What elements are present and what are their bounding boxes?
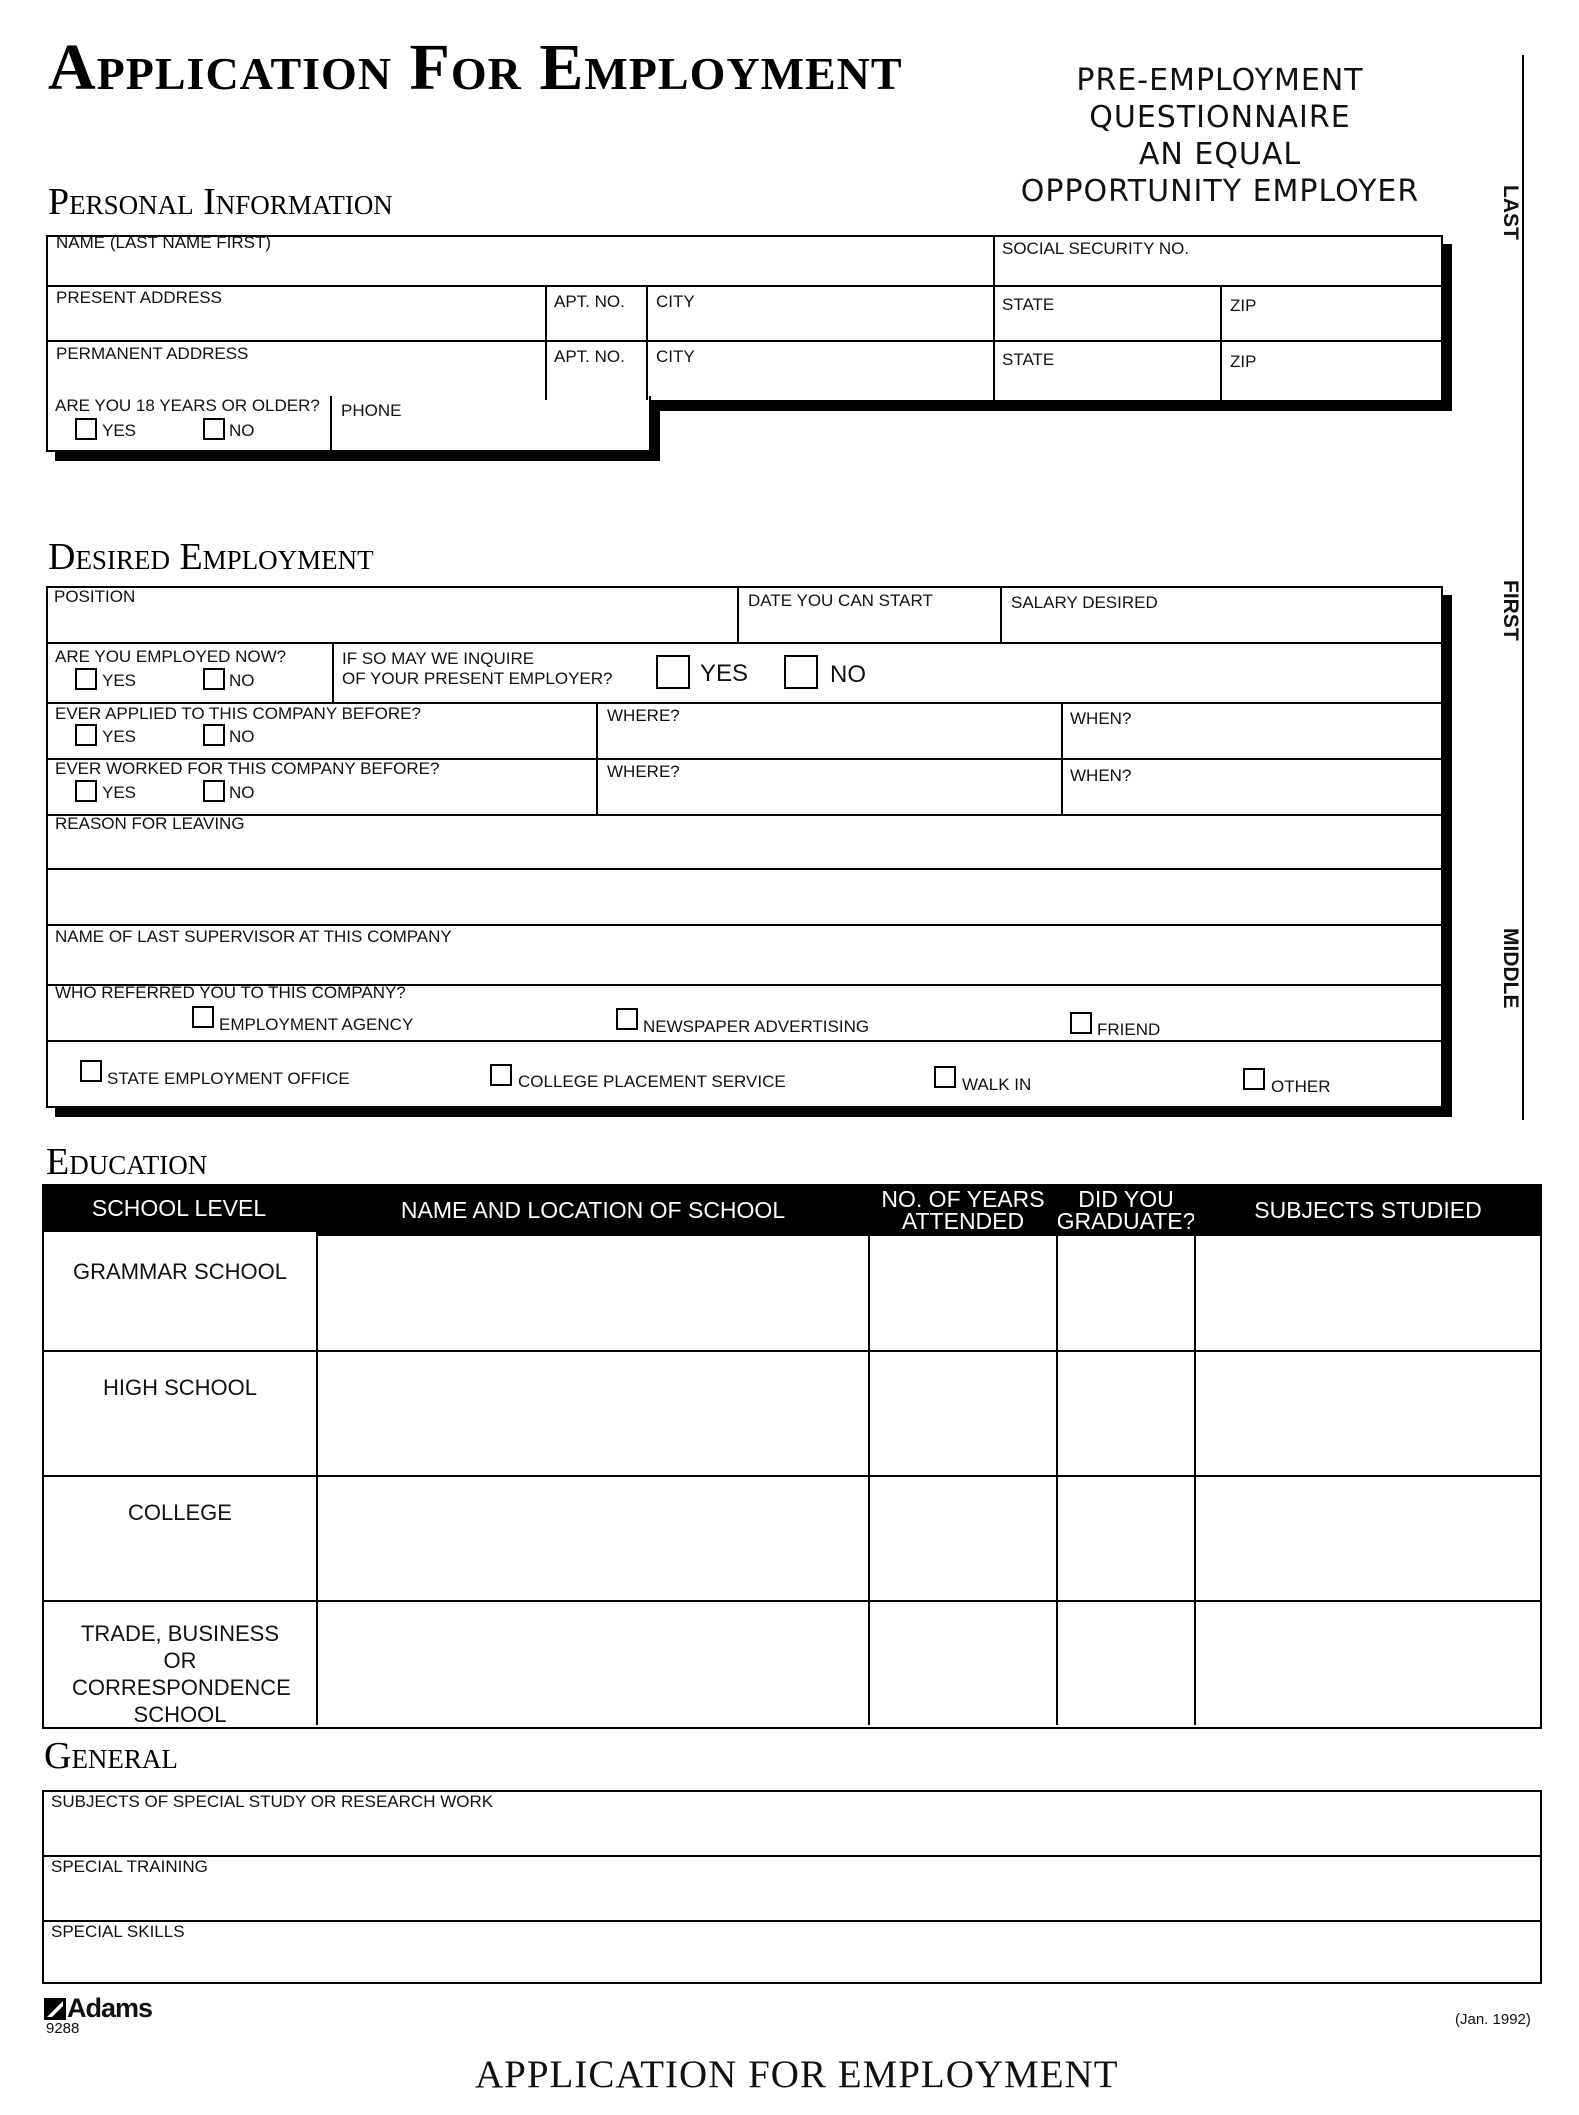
special-study-field[interactable]: SUBJECTS OF SPECIAL STUDY OR RESEARCH WORK: [51, 1792, 494, 1811]
referred-label: WHO REFERRED YOU TO THIS COMPANY?: [55, 983, 406, 1002]
employed-now-label: ARE YOU EMPLOYED NOW?: [55, 647, 287, 666]
worked-when-field[interactable]: WHEN?: [1070, 766, 1132, 785]
col-subjects: SUBJECTS STUDIED: [1196, 1184, 1540, 1236]
applied-no-checkbox[interactable]: [203, 724, 225, 746]
applied-before-label: EVER APPLIED TO THIS COMPANY BEFORE?: [55, 704, 421, 723]
inquire-label-2: OF YOUR PRESENT EMPLOYER?: [342, 669, 613, 688]
col-school-level: SCHOOL LEVEL: [42, 1184, 316, 1232]
present-apt-field[interactable]: APT. NO.: [554, 292, 625, 311]
age-question-label: ARE YOU 18 YEARS OR OLDER?: [55, 396, 320, 415]
inquire-no-label: NO: [830, 661, 866, 688]
form-number: 9288: [46, 2020, 80, 2037]
ref-other-checkbox[interactable]: [1243, 1068, 1265, 1090]
desired-row-line: [46, 868, 1441, 870]
form-date: (Jan. 1992): [1455, 2011, 1531, 2028]
edu-row-line: [42, 1350, 1540, 1352]
applied-when-field[interactable]: WHEN?: [1070, 709, 1132, 728]
last-supervisor-field[interactable]: NAME OF LAST SUPERVISOR AT THIS COMPANY: [55, 927, 452, 946]
edu-col-line: [1194, 1184, 1196, 1725]
worked-before-label: EVER WORKED FOR THIS COMPANY BEFORE?: [55, 759, 440, 778]
edu-col-line: [868, 1184, 870, 1725]
employed-yes-checkbox[interactable]: [75, 668, 97, 690]
inquire-yes-checkbox[interactable]: [656, 655, 690, 689]
personal-col-line: [545, 285, 547, 400]
pre-line-1: PRE-EMPLOYMENT: [1076, 63, 1364, 98]
side-label-middle: MIDDLE: [1499, 928, 1522, 1009]
salary-field[interactable]: SALARY DESIRED: [1011, 593, 1158, 612]
personal-col-line: [646, 285, 648, 400]
pre-line-2: QUESTIONNAIRE: [1089, 100, 1351, 135]
col-years-attended: NO. OF YEARS ATTENDED: [870, 1184, 1056, 1236]
adams-brand: Adams: [67, 1993, 153, 2023]
personal-col-line: [330, 396, 332, 452]
right-margin-rule: [1522, 55, 1524, 1120]
edu-row-grammar: GRAMMAR SCHOOL: [73, 1259, 287, 1284]
date-start-field[interactable]: DATE YOU CAN START: [748, 591, 933, 610]
edu-row-high-school: HIGH SCHOOL: [102, 1375, 258, 1400]
worked-yes-checkbox[interactable]: [75, 780, 97, 802]
reason-leaving-field[interactable]: REASON FOR LEAVING: [55, 814, 245, 833]
present-address-field[interactable]: PRESENT ADDRESS: [56, 288, 222, 307]
desired-row-line: [46, 1040, 1441, 1042]
desired-col-line: [596, 702, 598, 814]
ref-state-checkbox[interactable]: [80, 1060, 102, 1082]
age-no-checkbox[interactable]: [203, 418, 225, 440]
pre-line-3: AN EQUAL: [1138, 137, 1302, 172]
inquire-yes-label: YES: [700, 660, 749, 687]
applied-no-label: NO: [229, 727, 255, 746]
pre-line-4: OPPORTUNITY EMPLOYER: [1020, 174, 1420, 209]
desired-heading: Desired Employment: [48, 536, 374, 578]
age-no-label: NO: [229, 421, 255, 440]
personal-row-line: [46, 340, 1441, 342]
present-city-field[interactable]: CITY: [656, 292, 695, 311]
ref-walkin-checkbox[interactable]: [934, 1066, 956, 1088]
col-did-graduate: DID YOU GRADUATE?: [1056, 1186, 1196, 1234]
desired-col-line: [1000, 586, 1002, 642]
personal-upper-box: [46, 235, 1443, 402]
ref-friend-label: FRIEND: [1097, 1020, 1161, 1039]
desired-col-line: [332, 642, 334, 702]
edu-row-trade: TRADE, BUSINESS OR CORRESPONDENCE SCHOOL: [72, 1621, 291, 1727]
personal-row-line: [46, 285, 1441, 287]
side-label-first: FIRST: [1499, 580, 1522, 641]
position-field[interactable]: POSITION: [54, 587, 136, 606]
general-heading: General: [44, 1735, 178, 1777]
permanent-state-field[interactable]: STATE: [1002, 350, 1055, 369]
present-state-field[interactable]: STATE: [1002, 295, 1055, 314]
age-yes-checkbox[interactable]: [75, 418, 97, 440]
side-label-last: LAST: [1499, 185, 1522, 240]
permanent-zip-field[interactable]: ZIP: [1230, 352, 1257, 371]
personal-heading: Personal Information: [48, 181, 393, 223]
inquire-label-1: IF SO MAY WE INQUIRE: [342, 649, 535, 668]
permanent-apt-field[interactable]: APT. NO.: [554, 347, 625, 366]
permanent-city-field[interactable]: CITY: [656, 347, 695, 366]
education-heading: Education: [46, 1141, 208, 1183]
bottom-title: APPLICATION FOR EMPLOYMENT: [475, 2053, 1119, 2096]
ref-newspaper-checkbox[interactable]: [616, 1008, 638, 1030]
edu-col-line: [1056, 1184, 1058, 1725]
permanent-address-field[interactable]: PERMANENT ADDRESS: [56, 344, 249, 363]
pre-employment-notice: [1000, 62, 1440, 210]
employed-yes-label: YES: [102, 671, 137, 690]
special-skills-field[interactable]: SPECIAL SKILLS: [51, 1922, 185, 1941]
edu-row-line: [42, 1600, 1540, 1602]
applied-where-field[interactable]: WHERE?: [607, 706, 680, 725]
edu-row-line: [42, 1475, 1540, 1477]
worked-no-checkbox[interactable]: [203, 780, 225, 802]
desired-row-line: [46, 642, 1441, 644]
ssn-field[interactable]: SOCIAL SECURITY NO.: [1002, 239, 1190, 258]
employed-no-label: NO: [229, 671, 255, 690]
age-yes-label: YES: [102, 421, 137, 440]
ref-other-label: OTHER: [1271, 1077, 1331, 1096]
desired-col-line: [737, 586, 739, 642]
applied-yes-checkbox[interactable]: [75, 724, 97, 746]
ref-college-checkbox[interactable]: [490, 1064, 512, 1086]
desired-row-line: [46, 924, 1441, 926]
name-field[interactable]: NAME (LAST NAME FIRST): [56, 233, 272, 252]
general-box: [42, 1790, 1542, 1984]
phone-field[interactable]: PHONE: [341, 401, 402, 420]
general-row-line: [42, 1855, 1540, 1857]
edu-row-college: COLLEGE: [128, 1500, 232, 1525]
adams-logo-icon: [44, 1998, 66, 2020]
worked-yes-label: YES: [102, 783, 137, 802]
inquire-no-checkbox[interactable]: [784, 655, 818, 689]
general-row-line: [42, 1920, 1540, 1922]
ref-friend-checkbox[interactable]: [1070, 1012, 1092, 1034]
applied-yes-label: YES: [102, 727, 137, 746]
present-zip-field[interactable]: ZIP: [1230, 296, 1257, 315]
ref-newspaper-label: NEWSPAPER ADVERTISING: [643, 1017, 870, 1036]
ref-agency-checkbox[interactable]: [192, 1006, 214, 1028]
col-school-name: NAME AND LOCATION OF SCHOOL: [318, 1184, 868, 1236]
employed-no-checkbox[interactable]: [203, 668, 225, 690]
worked-no-label: NO: [229, 783, 255, 802]
desired-col-line: [1061, 702, 1063, 814]
worked-where-field[interactable]: WHERE?: [607, 762, 680, 781]
personal-col-line: [1220, 285, 1222, 400]
ref-state-label: STATE EMPLOYMENT OFFICE: [107, 1069, 350, 1088]
special-training-field[interactable]: SPECIAL TRAINING: [51, 1857, 208, 1876]
ref-agency-label: EMPLOYMENT AGENCY: [219, 1015, 414, 1034]
desired-row-line: [46, 814, 1441, 816]
personal-col-line: [993, 235, 995, 400]
page-title: Application For Employment: [48, 31, 903, 104]
ref-walkin-label: WALK IN: [962, 1075, 1032, 1094]
ref-college-label: COLLEGE PLACEMENT SERVICE: [518, 1072, 786, 1091]
